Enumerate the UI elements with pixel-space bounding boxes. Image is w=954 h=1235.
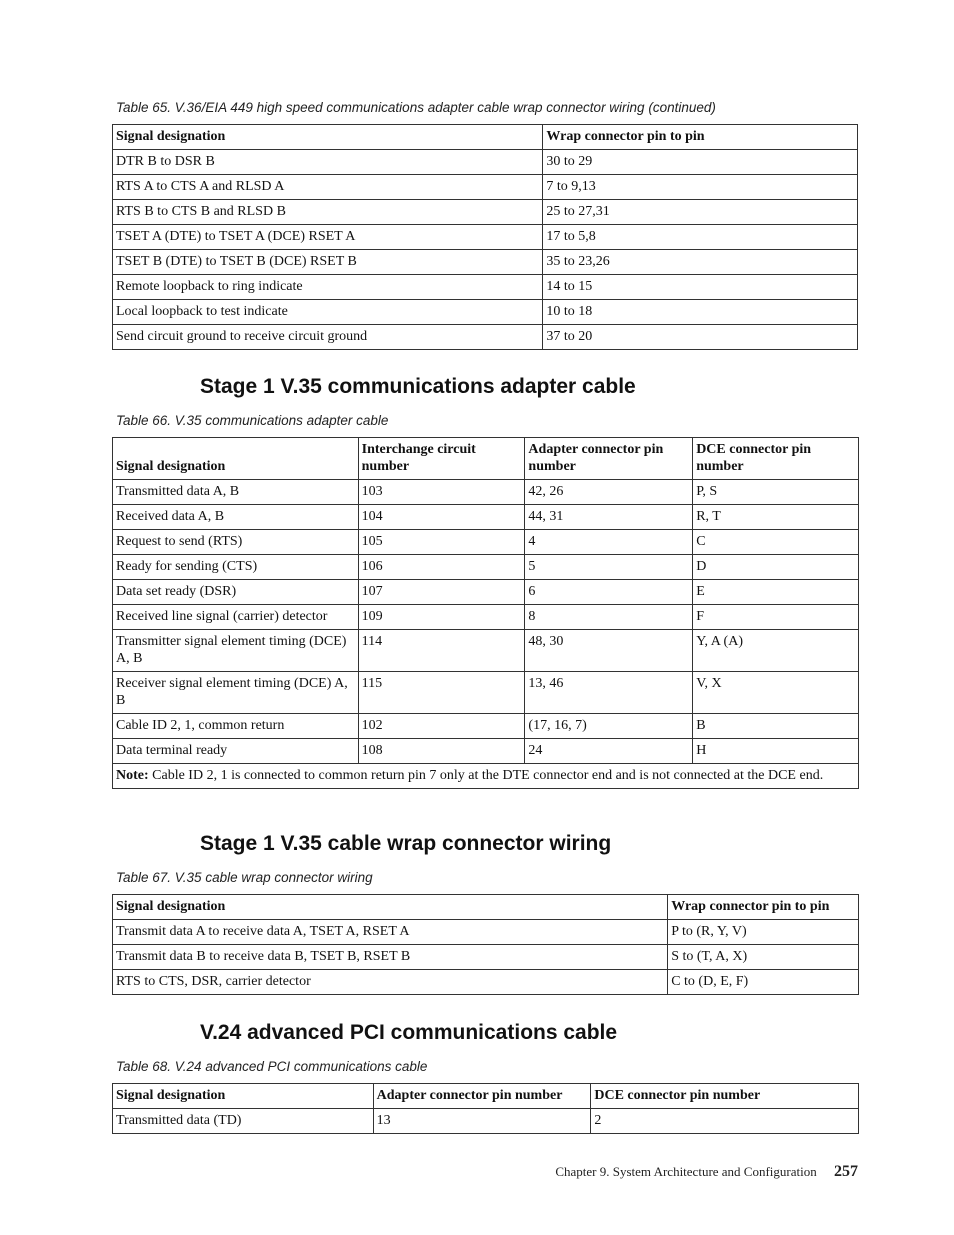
table-row: [113, 275, 858, 300]
table-row: [113, 175, 858, 200]
page-number: 257: [834, 1163, 858, 1180]
table-cell: C to (D, E, F): [668, 970, 859, 995]
table-body: [113, 1109, 859, 1134]
table-cell: 30 to 29: [543, 150, 858, 175]
table-cell: R, T: [693, 505, 859, 530]
table-cell: TSET B (DTE) to TSET B (DCE) RSET B: [113, 250, 543, 275]
table-cell: 102: [358, 714, 525, 739]
table-body: [113, 150, 858, 350]
table-row: [113, 200, 858, 225]
table-cell: S to (T, A, X): [668, 945, 859, 970]
table-cell: 105: [358, 530, 525, 555]
table-cell: Receiver signal element timing (DCE) A, B: [113, 672, 359, 714]
table-68-caption: Table 68. V.24 advanced PCI communications cable: [116, 1059, 428, 1074]
table-cell: 17 to 5,8: [543, 225, 858, 250]
table-cell: Cable ID 2, 1, common return: [113, 714, 359, 739]
column-header: Interchange circuit number: [358, 438, 525, 480]
table-cell: 115: [358, 672, 525, 714]
column-header: Wrap connector pin to pin: [668, 895, 859, 920]
table-cell: 44, 31: [525, 505, 693, 530]
column-header: Adapter connector pin number: [525, 438, 693, 480]
table-cell: V, X: [693, 672, 859, 714]
table-cell: Received line signal (carrier) detector: [113, 605, 359, 630]
table-cell: Transmitter signal element timing (DCE) A, B: [113, 630, 359, 672]
table-cell: 8: [525, 605, 693, 630]
table-cell: 5: [525, 555, 693, 580]
table-header-row: [113, 895, 859, 920]
table-cell: Request to send (RTS): [113, 530, 359, 555]
table-cell: 10 to 18: [543, 300, 858, 325]
table-cell: 25 to 27,31: [543, 200, 858, 225]
table-cell: 107: [358, 580, 525, 605]
table-row: [113, 150, 858, 175]
table-row: [113, 225, 858, 250]
table-row: [113, 605, 859, 630]
table-row: [113, 672, 859, 714]
table-cell: 13: [373, 1109, 591, 1134]
table-66: [112, 437, 859, 789]
table-cell: Received data A, B: [113, 505, 359, 530]
table-note: [113, 764, 859, 789]
table-cell: Data set ready (DSR): [113, 580, 359, 605]
table-row: [113, 505, 859, 530]
table-cell: H: [693, 739, 859, 764]
table-cell: Local loopback to test indicate: [113, 300, 543, 325]
section-title: Stage 1 V.35 communications adapter cable: [200, 375, 636, 398]
table-cell: F: [693, 605, 859, 630]
table-row: [113, 1109, 859, 1134]
table-row: [113, 300, 858, 325]
table-cell: 4: [525, 530, 693, 555]
table-cell: Transmitted data A, B: [113, 480, 359, 505]
table-row: [113, 920, 859, 945]
table-cell: B: [693, 714, 859, 739]
note-text: Cable ID 2, 1 is connected to common return pin 7 only at the DTE connector end and is not connected at the DCE end.: [152, 768, 824, 783]
table-cell: 104: [358, 505, 525, 530]
table-row: [113, 325, 858, 350]
table-cell: 108: [358, 739, 525, 764]
section-title: V.24 advanced PCI communications cable: [200, 1021, 618, 1044]
table-cell: 48, 30: [525, 630, 693, 672]
column-header: Wrap connector pin to pin: [543, 125, 858, 150]
table-cell: 103: [358, 480, 525, 505]
table-cell: Ready for sending (CTS): [113, 555, 359, 580]
table-cell: 14 to 15: [543, 275, 858, 300]
table-67: [112, 894, 859, 995]
table-cell: RTS to CTS, DSR, carrier detector: [113, 970, 668, 995]
column-header: DCE connector pin number: [591, 1084, 859, 1109]
table-cell: Remote loopback to ring indicate: [113, 275, 543, 300]
table-row: [113, 630, 859, 672]
table-65: [112, 124, 858, 350]
table-67-caption: Table 67. V.35 cable wrap connector wiring: [116, 870, 373, 885]
column-header: Signal designation: [113, 1084, 374, 1109]
table-cell: 35 to 23,26: [543, 250, 858, 275]
table-cell: 109: [358, 605, 525, 630]
table-body: [113, 920, 859, 995]
table-cell: C: [693, 530, 859, 555]
table-cell: Data terminal ready: [113, 739, 359, 764]
table-note-row: [113, 764, 859, 789]
table-cell: 6: [525, 580, 693, 605]
table-cell: Transmitted data (TD): [113, 1109, 374, 1134]
table-cell: Y, A (A): [693, 630, 859, 672]
table-cell: 7 to 9,13: [543, 175, 858, 200]
table-row: [113, 555, 859, 580]
table-cell: 13, 46: [525, 672, 693, 714]
table-row: [113, 714, 859, 739]
table-66-caption: Table 66. V.35 communications adapter cable: [116, 413, 389, 428]
table-header-row: [113, 438, 859, 480]
table-row: [113, 480, 859, 505]
table-68: [112, 1083, 859, 1134]
table-cell: P, S: [693, 480, 859, 505]
table-cell: 24: [525, 739, 693, 764]
table-cell: DTR B to DSR B: [113, 150, 543, 175]
table-cell: P to (R, Y, V): [668, 920, 859, 945]
table-cell: 42, 26: [525, 480, 693, 505]
table-row: [113, 945, 859, 970]
table-cell: 37 to 20: [543, 325, 858, 350]
table-row: [113, 739, 859, 764]
table-cell: D: [693, 555, 859, 580]
table-body: [113, 480, 859, 764]
table-row: [113, 970, 859, 995]
chapter-title: Chapter 9. System Architecture and Configuration: [555, 1164, 817, 1179]
table-cell: 106: [358, 555, 525, 580]
column-header: DCE connector pin number: [693, 438, 859, 480]
column-header: Signal designation: [113, 125, 543, 150]
table-cell: Transmit data A to receive data A, TSET A, RSET A: [113, 920, 668, 945]
table-cell: 114: [358, 630, 525, 672]
note-label: Note:: [116, 768, 149, 783]
table-header-row: [113, 125, 858, 150]
table-65-caption: Table 65. V.36/EIA 449 high speed communications adapter cable wrap connector wiring (continued): [116, 100, 716, 115]
table-header-row: [113, 1084, 859, 1109]
table-row: [113, 530, 859, 555]
table-cell: TSET A (DTE) to TSET A (DCE) RSET A: [113, 225, 543, 250]
table-row: [113, 580, 859, 605]
table-cell: 2: [591, 1109, 859, 1134]
section-title: Stage 1 V.35 cable wrap connector wiring: [200, 832, 612, 855]
table-cell: RTS B to CTS B and RLSD B: [113, 200, 543, 225]
table-cell: Send circuit ground to receive circuit ground: [113, 325, 543, 350]
page-footer: [555, 1163, 858, 1181]
column-header: Adapter connector pin number: [373, 1084, 591, 1109]
column-header: Signal designation: [113, 438, 359, 480]
table-cell: Transmit data B to receive data B, TSET B, RSET B: [113, 945, 668, 970]
table-row: [113, 250, 858, 275]
table-cell: E: [693, 580, 859, 605]
column-header: Signal designation: [113, 895, 668, 920]
table-cell: RTS A to CTS A and RLSD A: [113, 175, 543, 200]
table-cell: (17, 16, 7): [525, 714, 693, 739]
